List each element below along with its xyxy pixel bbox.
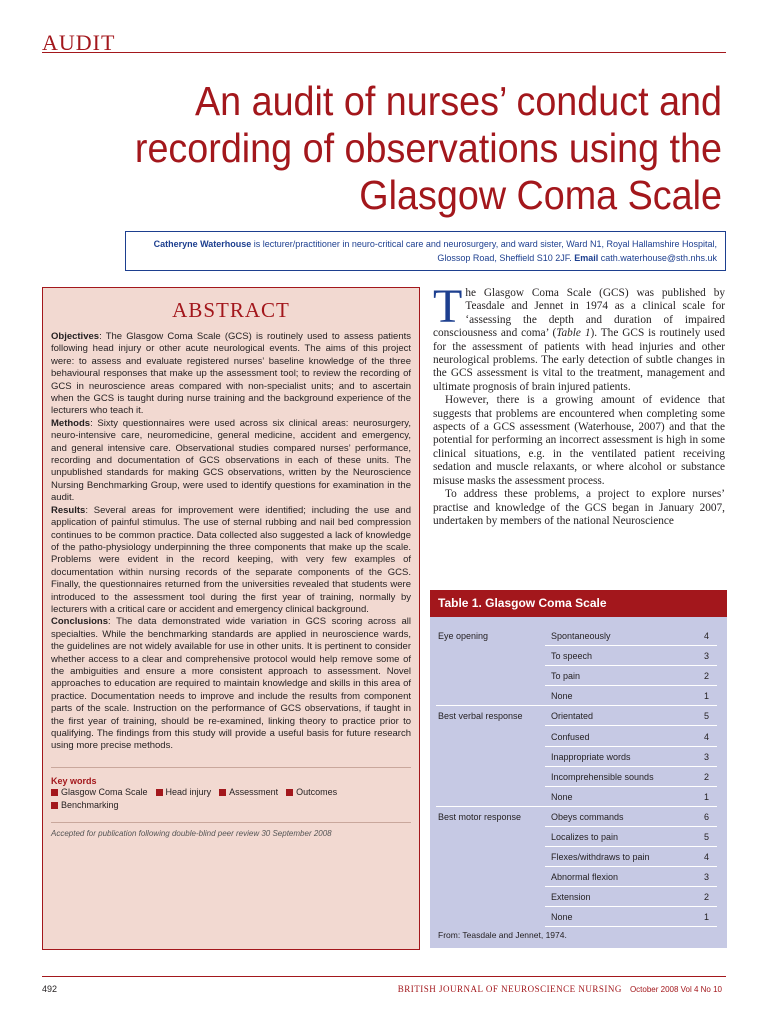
body-text: ). The GCS is routinely used for the assessment of patients with head injuries and other neurological problems. The early detection of subtle changes in the GCS assessment is vital to the treatment, management and ultimate prognosis of brain injured patients. (433, 327, 725, 393)
table-row (430, 887, 727, 907)
drop-cap: T (433, 280, 463, 333)
abstract-conclusions (51, 616, 411, 752)
row-response: Localizes to pain (551, 832, 619, 842)
keywords-title: Key words (51, 775, 97, 786)
table-source: From: Teasdale and Jennet, 1974. (438, 930, 567, 940)
row-response: None (551, 691, 573, 702)
row-score: 3 (703, 751, 709, 762)
top-divider (42, 52, 726, 53)
row-response: None (551, 912, 573, 923)
journal-name: BRITISH JOURNAL OF NEUROSCIENCE NURSING (397, 984, 622, 994)
email-label: Email (574, 253, 599, 263)
row-response: Abnormal flexion (551, 872, 619, 883)
author-info-box (125, 231, 726, 271)
author-email[interactable]: cath.waterhouse@sth.nhs.uk (598, 253, 717, 263)
gcs-table (430, 590, 727, 948)
body-paragraph (433, 280, 725, 394)
table-row (430, 646, 727, 666)
row-response: Incomprehensible sounds (551, 771, 654, 782)
section-label: AUDIT (42, 30, 116, 55)
keyword: Assessment (219, 786, 278, 799)
table-row (430, 706, 727, 726)
row-score: 5 (703, 832, 709, 842)
journal-issue: October 2008 Vol 4 No 10 (629, 985, 722, 994)
results-text: : Several areas for improvement were identified; including the use and application of painful stimulus. The use of sternal rubbing and nail bed compression continues to be common practice. Data collected also suggested a lack of knowledge of the patho-physiology underpinning the three components that make up the scale. Problems were evident in the record keeping, with very few examples of documentation within nursing records of the separate components of the GCS. Finally, the questionnaires returned from the universities revealed that students were introduced to the assessment tool during the first year of training, normally by lecturers with a critical care or accident and emergency clinical background. (51, 504, 411, 615)
conclusions-label: Conclusions (51, 616, 109, 628)
abstract-box (42, 287, 420, 950)
row-response: Flexes/withdraws to pain (551, 852, 650, 863)
row-response: Confused (551, 731, 590, 742)
table-reference: Table 1 (556, 327, 591, 340)
row-response: Orientated (551, 711, 594, 722)
objectives-text: : The Glasgow Coma Scale (GCS) is routinely used to assess patients following head injury or other acute neurological events. The aims of this project were: to assess and evaluate registered nurses’ baseline knowledge of the three behavioural responses that make up the assessment tool; to review the recording of GCS in neuroscience areas compared with non-specialist units; and to ascertain when the GCS is taught during nurse training and the background experience of the lecturers who teach it. (51, 331, 411, 417)
row-score: 2 (703, 771, 709, 782)
row-response: Obeys commands (551, 811, 624, 822)
row-category: Best verbal response (438, 711, 523, 722)
row-response: None (551, 791, 573, 802)
keyword: Glasgow Coma Scale (51, 786, 148, 799)
row-score: 3 (703, 872, 709, 883)
keyword: Head injury (156, 786, 212, 799)
table-row (430, 847, 727, 867)
table-row (430, 907, 727, 927)
body-text-column (433, 280, 725, 528)
row-score: 4 (703, 631, 709, 641)
table-row (430, 827, 727, 847)
row-score: 4 (703, 731, 709, 742)
row-score: 4 (703, 852, 709, 863)
row-response: To speech (551, 651, 593, 662)
body-paragraph: To address these problems, a project to explore nurses’ practise and knowledge of the GCS began in January 2007, undertaken by members of the national Neuroscience (433, 488, 725, 527)
row-score: 3 (703, 651, 709, 662)
author-description: is lecturer/practitioner in neuro-critical care and neurosurgery, and ward sister, Ward N1, Royal Hallamshire Hospital, Glossop Road, Sheffield S10 2JF. (251, 239, 717, 263)
article-title: An audit of nurses’ conduct and recording of observations using the Glasgow Coma Scale (134, 78, 723, 218)
keyword: Benchmarking (51, 799, 119, 812)
row-divider (545, 926, 717, 927)
methods-text: : Sixty questionnaires were used across six clinical areas: neurosurgery, neuro-intensive care, neuromedicine, general medicine, accident and emergency, and general intensive care. Observational studies compared nurses’ performance, recording and documentation of GCS observations in each of these units. The unpublished standards for making GCS observations, written by the Neuroscience Nursing Benchmarking Group, were used to identify questions for examination in the audit. (51, 417, 411, 504)
results-label: Results (51, 504, 86, 516)
row-score: 6 (703, 811, 709, 822)
row-score: 1 (703, 791, 709, 802)
conclusions-text: : The data demonstrated wide variation in GCS scoring across all specialties. While the benchmarking standards are applied in neuroscience wards, the guidelines are not widely available for use in other units. It is pertinent to consider whether access to a clear and comprehensive protocol would help remove some of the ambiguities and ensure a more consistent approach to assessment. Novel approaches to education are required to maintain knowledge and skills in this area of practice. Documentation needs to improve and include the results from component parts of the scale. Instruction on the performance of GCS observations, if taught in the first year of training, should be re-examined, linking theory to practice prior to qualifying. The findings from this study will provide a useful basis for future research using more precise methods. (51, 616, 411, 752)
row-score: 5 (703, 711, 709, 722)
table-row (430, 867, 727, 887)
abstract-heading: ABSTRACT (172, 298, 290, 322)
table-row (430, 747, 727, 767)
row-score: 1 (703, 691, 709, 702)
row-score: 1 (703, 912, 709, 923)
acceptance-note: Accepted for publication following double-blind peer review 30 September 2008 (51, 822, 411, 838)
page-number: 492 (42, 984, 58, 994)
row-score: 2 (703, 671, 709, 682)
abstract-methods (51, 418, 411, 505)
table-row (430, 807, 727, 827)
keywords-list (51, 786, 411, 812)
table-row (430, 787, 727, 807)
bottom-divider (42, 976, 726, 977)
table-row (430, 686, 727, 706)
row-category: Eye opening (438, 631, 489, 641)
row-response: Inappropriate words (551, 751, 631, 762)
table-row (430, 626, 727, 646)
row-response: Spontaneously (551, 631, 611, 641)
table-row (430, 727, 727, 747)
abstract-results (51, 505, 411, 617)
keywords-section (51, 767, 411, 812)
row-response: Extension (551, 892, 591, 903)
keyword: Outcomes (286, 786, 337, 799)
table-row (430, 666, 727, 686)
row-response: To pain (551, 671, 581, 682)
objectives-label: Objectives (51, 331, 100, 342)
table-row (430, 767, 727, 787)
body-text: he Glasgow Coma Scale (GCS) was published by Teasdale and Jennet in 1974 as a clinical scale for ‘assessing the depth and duration of impaired consciousness and coma’ ( (433, 287, 725, 340)
author-name: Catheryne Waterhouse (153, 239, 252, 249)
row-category: Best motor response (438, 811, 522, 822)
row-score: 2 (703, 892, 709, 903)
body-paragraph: However, there is a growing amount of evidence that suggests that problems are encountered when completing some aspects of a GCS assessment (Waterhouse, 2007) and that the potential for performing an incorrect assessment is high in some clinical situations, e.g. in the ventilated patient receiving sedation and muscle relaxants, or where alcohol or substance misuse masks the assessment process. (433, 394, 725, 487)
abstract-objectives (51, 331, 411, 418)
journal-footer (398, 984, 722, 994)
table-title: Table 1. Glasgow Coma Scale (430, 590, 727, 617)
methods-label: Methods (51, 417, 91, 429)
